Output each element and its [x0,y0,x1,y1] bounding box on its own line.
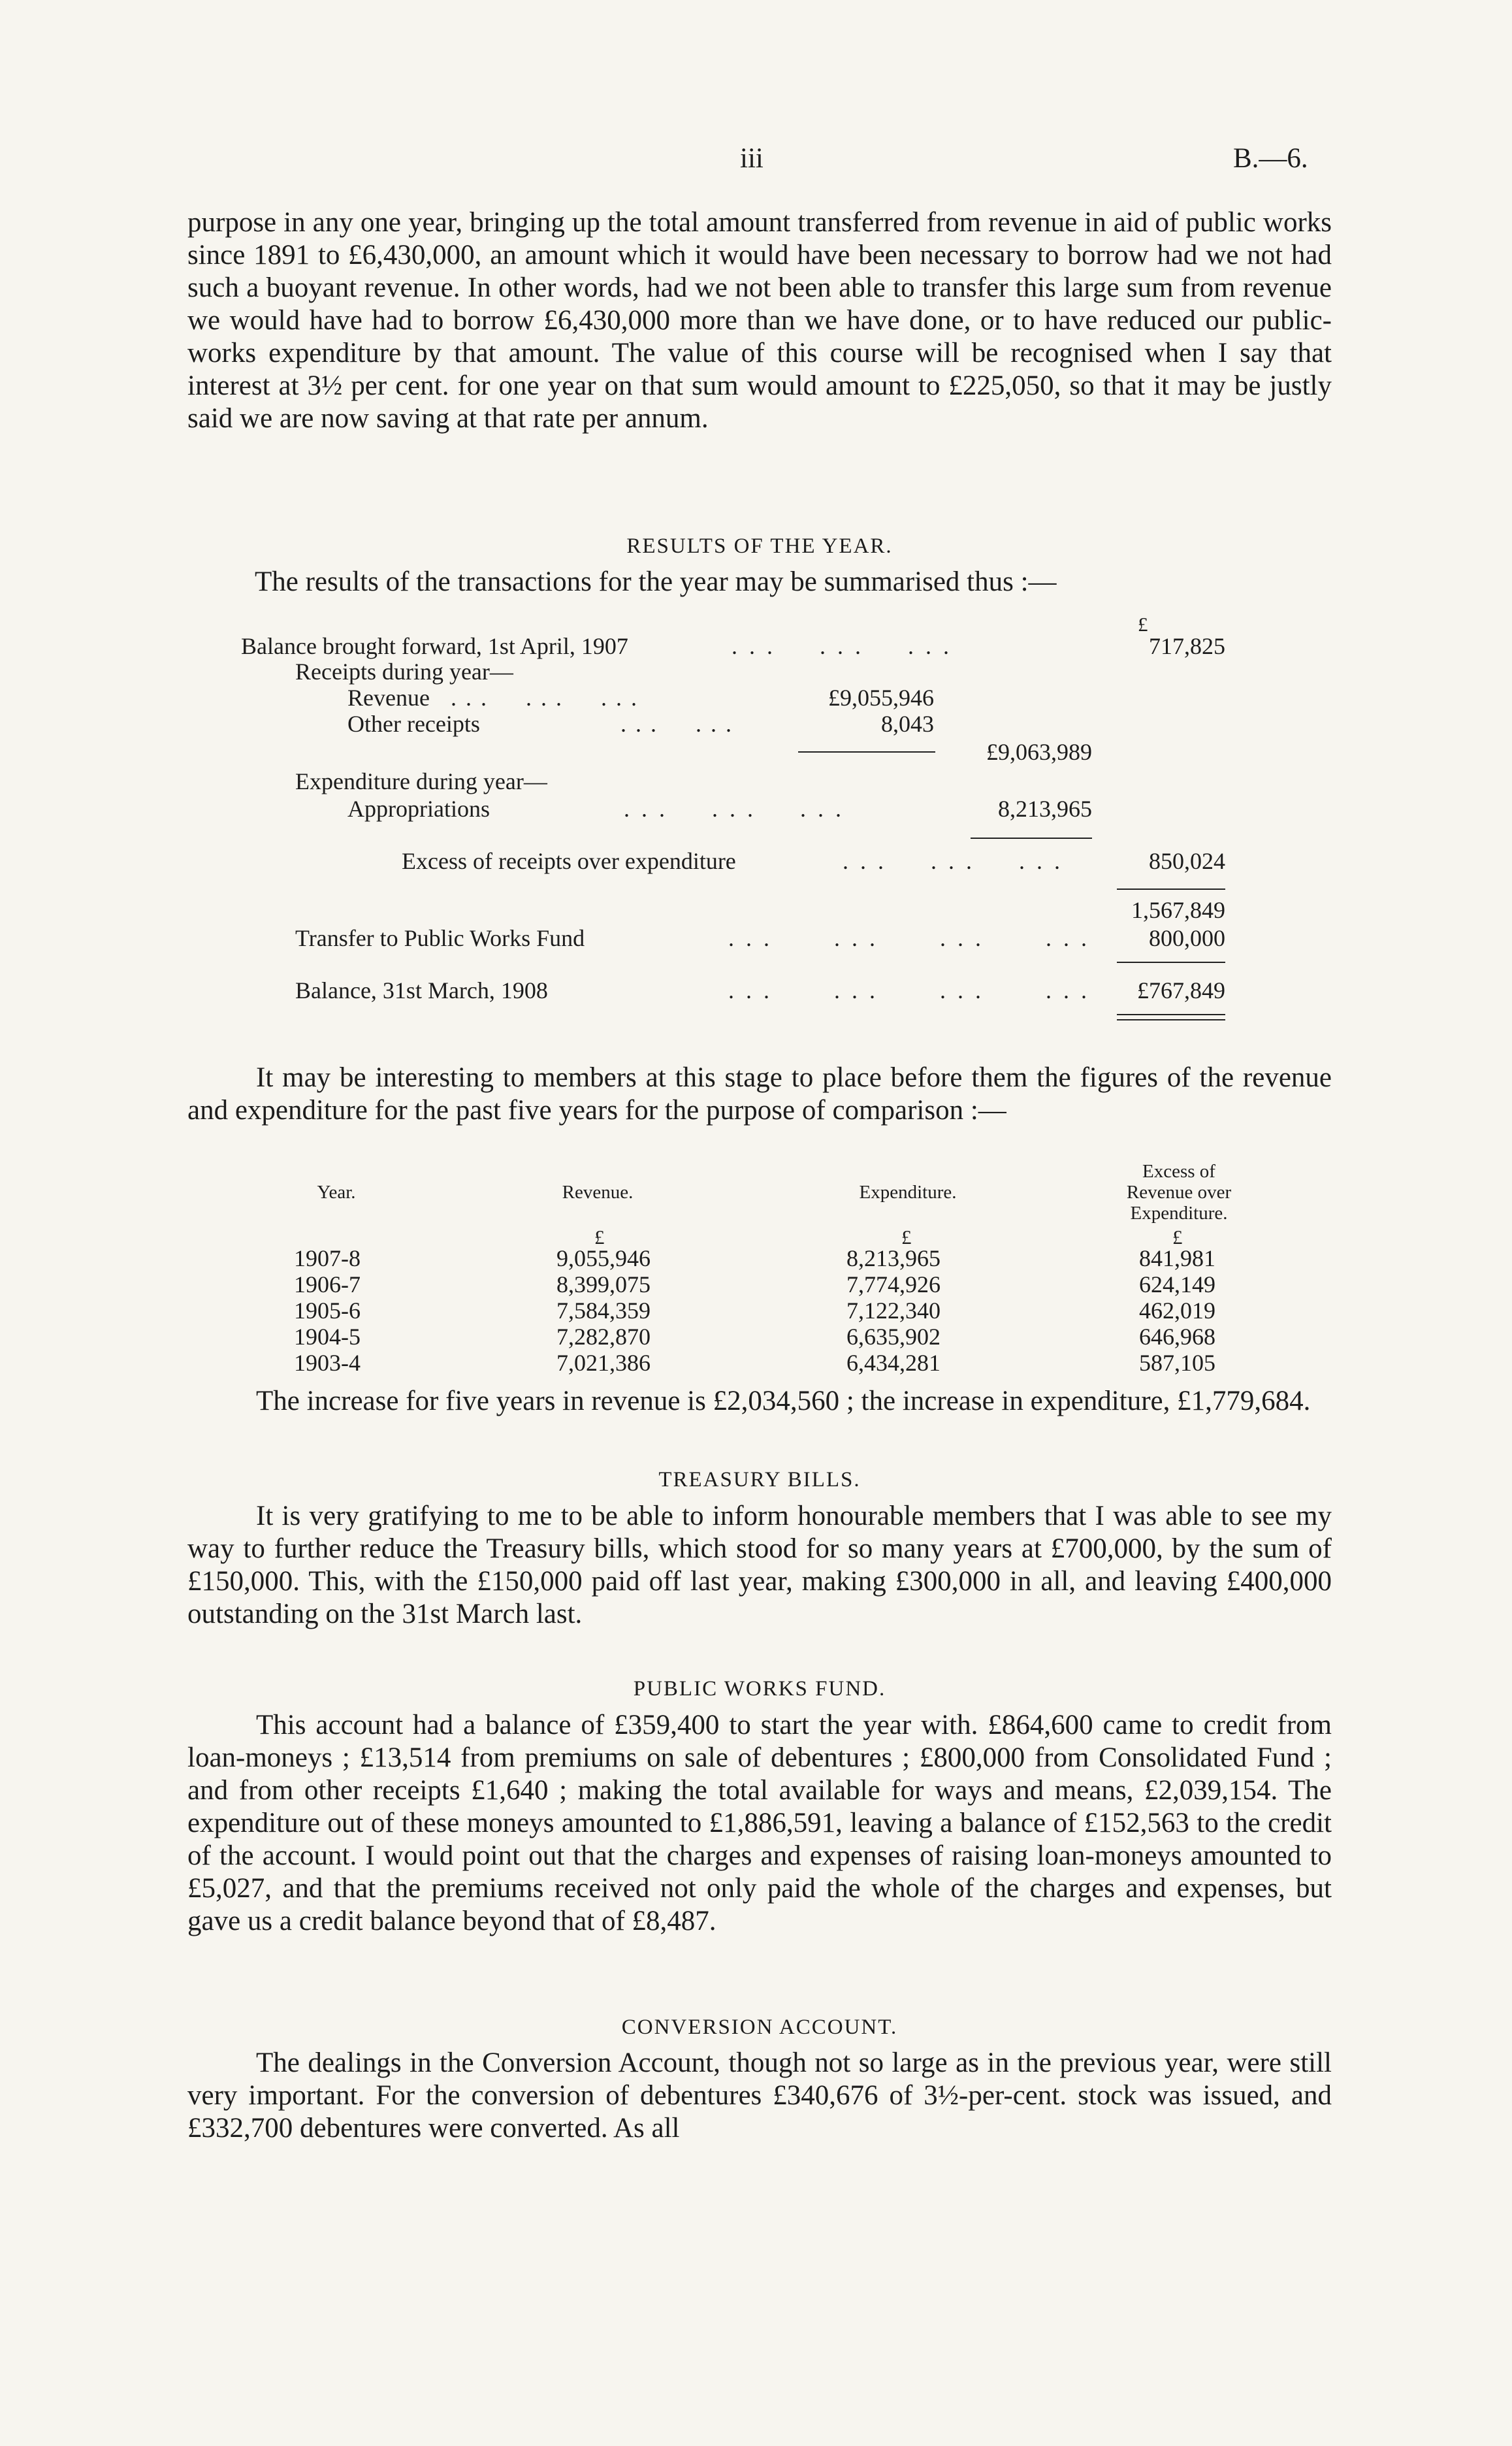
leader-dots: ... ... ... ... [728,925,1099,951]
subtotal-rule [971,838,1092,839]
leader-dots: ... ... ... ... [728,977,1099,1003]
revenue-label: Revenue [347,685,430,711]
row-expenditure: 7,122,340 [846,1297,941,1324]
row-revenue: 8,399,075 [556,1271,651,1297]
leader-dots: ... ... ... [732,633,961,659]
row-excess: 841,981 [1139,1245,1215,1271]
row-revenue: 7,584,359 [556,1297,651,1324]
leader-dots: ... ... ... [843,848,1072,874]
comparison-intro-text: It may be interesting to members at this stage to place before them the figures of the revenue and expenditure for the past five years for the purpose of comparison :— [187,1062,1332,1126]
conversion-text: The dealings in the Conversion Account, though not so large as in the previous year, were still very important. For the conversion of debentures £340,676 of 3½-per-cent. stock was issued, and £332,700 debentures were converted. As all [187,2047,1332,2144]
row-year: 1907-8 [294,1245,361,1271]
subtotal-value: 1,567,849 [1131,897,1225,923]
row-expenditure: 7,774,926 [846,1271,941,1297]
row-year: 1904-5 [294,1324,361,1350]
row-excess: 587,105 [1139,1350,1215,1376]
intro-paragraph-text: purpose in any one year, bringing up the total amount transferred from revenue in aid of public works since 1891 to £6,430,000, an amount which it would have been necessary to borrow had we not had such a buoyant revenue. In other words, had we not been able to transfer this large sum from revenue we would have had to borrow £6,430,000 more than we have done, or to have reduced our public-works expenditure by that amount. The value of this course will be recognised when I say that interest at 3½ per cent. for one year on that sum would amount to £225,050, so that it may be justly said we are now saving at that rate per annum. [187,207,1332,434]
row-excess: 646,968 [1139,1324,1215,1350]
expenditure-label: Expenditure during year— [295,768,547,794]
row-year: 1905-6 [294,1297,361,1324]
results-intro: The results of the transactions for the year may be summarised thus :— [255,566,1057,597]
public-works-heading: PUBLIC WORKS FUND. [633,1677,886,1701]
row-revenue: 7,282,870 [556,1324,651,1350]
row-expenditure: 8,213,965 [846,1245,941,1271]
public-works-paragraph [187,1709,1332,1938]
col-excess-line2: Revenue over [1126,1182,1232,1203]
conversion-heading: CONVERSION ACCOUNT. [621,2015,898,2039]
treasury-paragraph [187,1500,1332,1631]
results-currency-symbol: £ [1138,613,1148,636]
intro-paragraph [187,206,1332,435]
other-receipts-value: 8,043 [881,711,934,737]
balance-forward-label: Balance brought forward, 1st April, 1907 [241,633,628,659]
page-number: iii [740,143,764,174]
document-reference: B.—6. [1233,143,1308,174]
transfer-label: Transfer to Public Works Fund [295,925,585,951]
double-rule-bottom [1117,1019,1225,1020]
row-excess: 462,019 [1139,1297,1215,1324]
transfer-value: 800,000 [1149,925,1225,951]
unit-excess: £ [1172,1226,1183,1248]
unit-revenue: £ [594,1226,605,1248]
other-receipts-label: Other receipts [347,711,480,737]
receipts-label: Receipts during year— [295,659,513,685]
subtotal-rule [1117,962,1225,963]
treasury-text: It is very gratifying to me to be able to inform honourable members that I was able to see my way to further reduce the Treasury bills, which stood for so many years at £700,000, by the sum of £150,000. This, with the £150,000 paid off last year, making £300,000 in all, and leaving £400,000 outstanding on the 31st March last. [187,1501,1332,1629]
row-expenditure: 6,434,281 [846,1350,941,1376]
comparison-summary-text: The increase for five years in revenue is £2,034,560 ; the increase in expenditure, £1,779,684. [256,1386,1311,1416]
col-year: Year. [317,1182,356,1203]
treasury-heading: TREASURY BILLS. [658,1468,861,1492]
conversion-paragraph [187,2047,1332,2145]
col-excess-line3: Expenditure. [1130,1203,1228,1224]
double-rule-top [1117,1014,1225,1015]
comparison-summary [187,1385,1332,1418]
subtotal-rule [1117,889,1225,890]
row-revenue: 7,021,386 [556,1350,651,1376]
balance-close-label: Balance, 31st March, 1908 [295,977,548,1003]
results-heading: RESULTS OF THE YEAR. [626,534,893,558]
public-works-text: This account had a balance of £359,400 to start the year with. £864,600 came to credit from loan-moneys ; £13,514 from premiums on sale of debentures ; £800,000 from Consolidated Fund ; and from other receipts £1,640 ; making the total available for ways and means, £2,039,154. The expenditure out of these moneys amounted to £1,886,591, leaving a balance of £152,563 to the credit of the account. I would point out that the charges and expenses of raising loan-moneys amounted to £5,027, and that the premiums received not only paid the whole of the charges and expenses, but gave us a credit balance beyond that of £8,487. [187,1710,1332,1936]
leader-dots: ... ... ... [451,685,646,711]
row-year: 1903-4 [294,1350,361,1376]
row-revenue: 9,055,946 [556,1245,651,1271]
leader-dots: ... ... ... [624,796,853,822]
row-excess: 624,149 [1139,1271,1215,1297]
col-excess-line1: Excess of [1142,1161,1215,1182]
balance-forward-value: 717,825 [1149,633,1225,659]
receipts-total: £9,063,989 [986,739,1092,765]
appropriations-value: 8,213,965 [998,796,1092,822]
excess-value: 850,024 [1149,848,1225,874]
unit-expenditure: £ [901,1226,912,1248]
row-year: 1906-7 [294,1271,361,1297]
leader-dots: ... ... [620,711,741,737]
col-revenue: Revenue. [562,1182,634,1203]
excess-label: Excess of receipts over expenditure [402,848,736,874]
col-expenditure: Expenditure. [859,1182,957,1203]
balance-close-value: £767,849 [1137,977,1225,1003]
revenue-value: £9,055,946 [828,685,934,711]
comparison-intro [187,1062,1332,1127]
appropriations-label: Appropriations [347,796,490,822]
row-expenditure: 6,635,902 [846,1324,941,1350]
